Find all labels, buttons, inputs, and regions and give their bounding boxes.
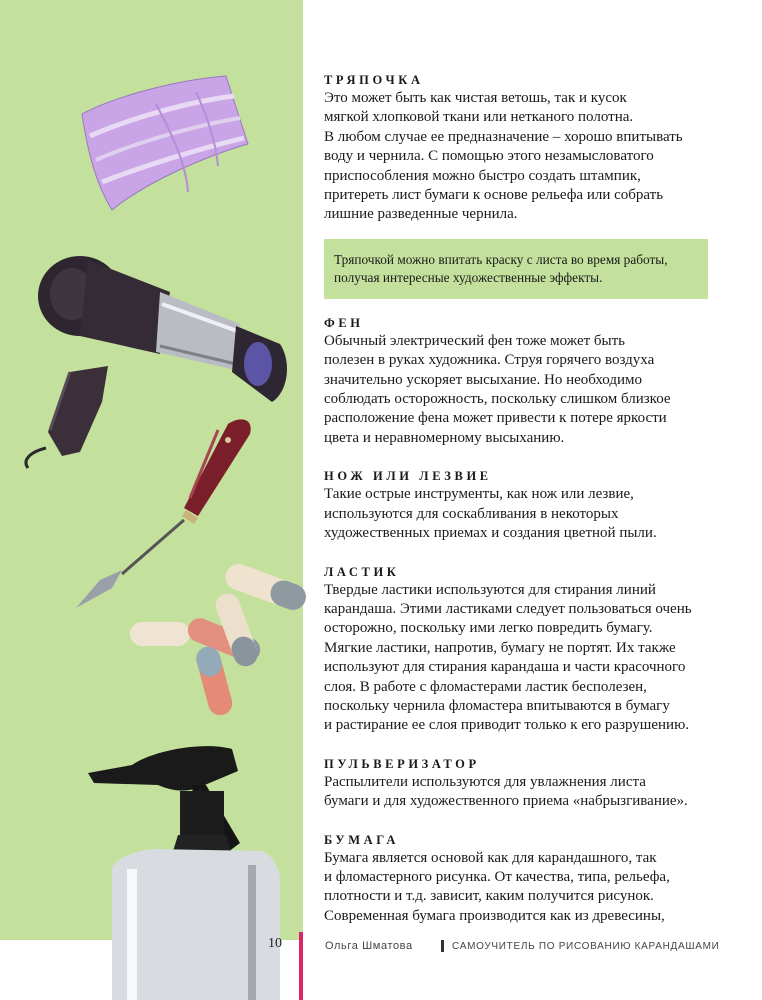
tip-box	[324, 239, 708, 299]
cloth-image	[76, 74, 256, 214]
section-body: Бумага является основой как для карандашного, так и фломастерного рисунка. От качества, типа, рельефа, плотности и т.д. зависит, каким получится рисунок. Современная бумага производится как из древесины,	[324, 849, 670, 924]
footer-book-title: САМОУЧИТЕЛЬ ПО РИСОВАНИЮ КАРАНДАШАМИ	[452, 941, 720, 952]
section-paper	[324, 832, 724, 927]
section-eraser	[324, 564, 724, 736]
page-number: 10	[268, 936, 282, 951]
section-cloth	[324, 72, 724, 225]
section-title: ЛАСТИК	[324, 564, 400, 579]
footer-separator	[441, 940, 444, 952]
main-text	[324, 72, 724, 926]
section-title: БУМАГА	[324, 832, 400, 847]
section-title: ТРЯПОЧКА	[324, 73, 424, 87]
erasers-image	[124, 556, 308, 716]
section-body: Распылители используются для увлажнения листа бумаги и для художественного приема «набрызгивание».	[324, 773, 688, 810]
section-body: Твердые ластики используются для стирания линий карандаша. Этими ластиками следует пользоваться очень осторожно, поскольку ими легко повредить бумагу. Мягкие ластики, напротив, бумагу не портят. Их также используют для стирания карандаша и части красочного слоя. В работе с фломастерами ластик бесполезен, поскольку чернила фломастера впитываются в бумагу и растирание ее слоя приводит только к его разрушению.	[324, 581, 692, 734]
section-hair-dryer	[324, 315, 724, 448]
section-body: Это может быть как чистая ветошь, так и кусок мягкой хлопковой ткани или нетканого полотна. В любом случае ее предназначение – хорошо впитывать воду и чернила. С помощью этого незамысловатого приспособления можно быстро создать штампик, притереть лист бумаги к основе рельефа или собрать лишние разведенные чернила.	[324, 90, 683, 223]
section-body: Обычный электрический фен тоже может быть полезен в руках художника. Струя горячего воздуха значительно ускоряет высыхание. Но необходимо соблюдать осторожность, поскольку слишком близкое расположение фена может привести к потере яркости цвета и неравномерному высыханию.	[324, 332, 671, 446]
section-title: ФЕН	[324, 315, 364, 330]
tip-text: Тряпочкой можно впитать краску с листа во время работы, получая интересные художественные эффекты.	[334, 251, 668, 285]
section-sprayer	[324, 756, 724, 812]
section-title: ПУЛЬВЕРИЗАТОР	[324, 756, 480, 771]
footer-author: Ольга Шматова	[325, 940, 413, 952]
spray-bottle-image	[82, 735, 298, 1000]
section-knife	[324, 468, 724, 543]
section-body: Такие острые инструменты, как нож или лезвие, используются для соскабливания в некоторых художественных приемах и создания цветной пыли.	[324, 486, 657, 542]
section-title: НОЖ ИЛИ ЛЕЗВИЕ	[324, 469, 492, 484]
page-footer	[0, 934, 762, 958]
